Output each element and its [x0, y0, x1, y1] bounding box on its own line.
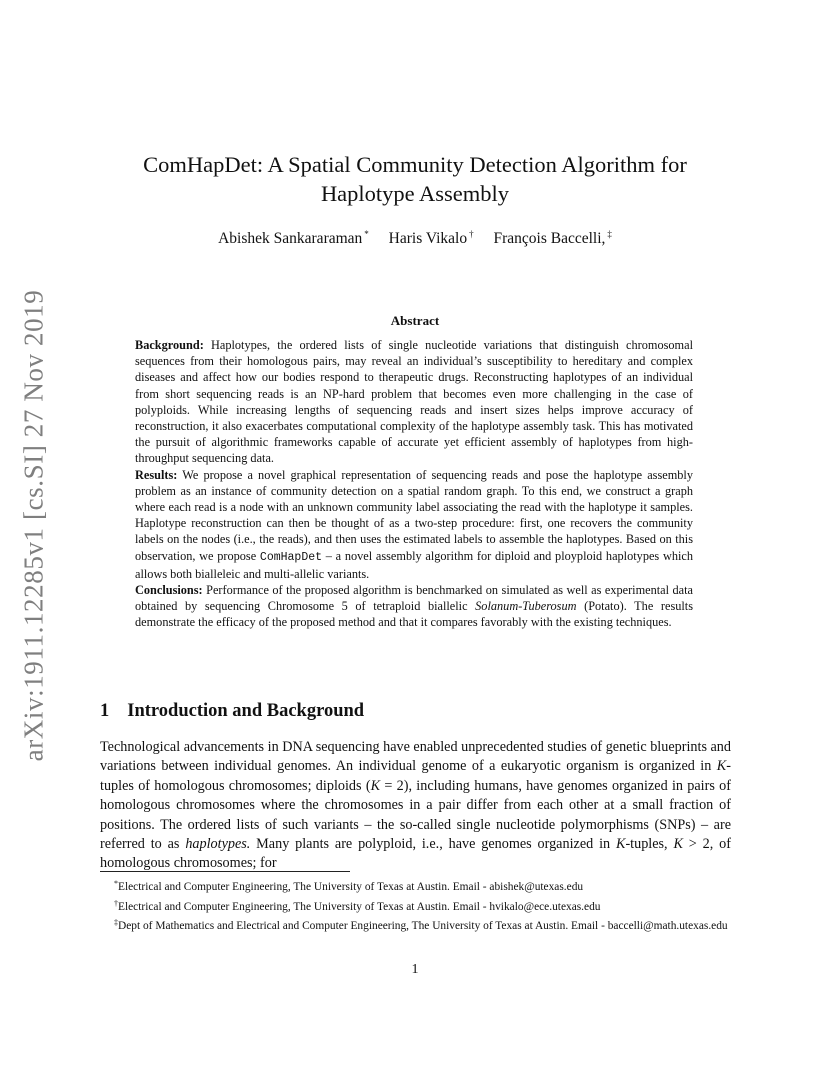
footnote-2-text: Electrical and Computer Engineering, The University of Texas at Austin. Email - hvikalo@ece.utexas.edu — [118, 900, 601, 913]
arxiv-identifier-text: arXiv:1911.12285v1 [cs.SI] 27 Nov 2019 — [18, 289, 49, 761]
footnote-3-mark: ‡ — [114, 918, 118, 927]
footnote-2-mark: † — [114, 898, 118, 908]
conclusions-text-1: Performance of the proposed algorithm is benchmarked on simulated as well as experimental data obtained by sequencing Chromosome 5 of tetraploid biallelic — [135, 583, 693, 614]
abstract-conclusions-paragraph — [135, 582, 693, 631]
author-3 — [493, 230, 611, 247]
abstract-body — [135, 337, 693, 631]
paper-title-line-1: ComHapDet: A Spatial Community Detection Algorithm for — [143, 152, 687, 177]
author-2 — [389, 230, 474, 247]
footnote-3 — [100, 915, 731, 935]
paper-title — [100, 150, 730, 208]
author-1 — [218, 230, 369, 247]
intro-text-1: Technological advancements in DNA sequencing have enabled unprecedented studies of genetic blueprints and variations between individual genomes. An individual genome of a eukaryotic organism is organized in — [100, 739, 731, 775]
author-3-name: François Baccelli, — [493, 230, 606, 247]
intro-text-3: = 2), including humans, have genomes organized in pairs of homologous chromosomes where the chromosomes in a pair differ from each other at a small fraction of positions. The ordered lists of such variants – the so-called single nucleotide polymorphisms (SNPs) – are referred to as — [100, 777, 731, 853]
intro-term-haplotypes: haplotypes. — [185, 836, 251, 853]
results-text-1: We propose a novel graphical representation of sequencing reads and pose the haplotype assembly problem as an instance of community detection on a spatial random graph. To this end, we construct a graph where each read is a node with an unknown community label associating the read with the haplotype it samples. Haplotype reconstruction can then be thought of as a two-step procedure: first, one recovers the community labels on the nodes (i.e., the reads), and then uses the estimated labels to assemble the haplotypes. Based on this observation, we propose — [135, 467, 693, 563]
footnotes — [100, 876, 731, 935]
intro-text-2: -tuples of homologous chromosomes; diploids ( — [100, 758, 731, 794]
page-number: 1 — [411, 962, 419, 977]
section-number: 1 — [100, 701, 110, 721]
author-1-name: Abishek Sankararaman — [218, 230, 363, 247]
intro-variable-k-2: K — [370, 777, 381, 794]
author-2-name: Haris Vikalo — [388, 230, 468, 247]
intro-text-4: Many plants are polyploid, i.e., have genomes organized in — [250, 836, 616, 853]
background-label: Background: — [135, 338, 204, 352]
introduction-paragraph — [100, 738, 731, 874]
footnote-1-text: Electrical and Computer Engineering, The University of Texas at Austin. Email - abishek@utexas.edu — [118, 881, 584, 893]
results-label: Results: — [135, 467, 178, 482]
paper-title-line-2: Haplotype Assembly — [320, 181, 510, 206]
algorithm-name: ComHapDet — [259, 550, 323, 564]
footnote-1-mark: * — [114, 879, 118, 888]
footnote-2 — [100, 896, 731, 916]
conclusions-label: Conclusions: — [135, 583, 203, 598]
footnote-divider — [100, 871, 350, 872]
results-text-2: – a novel assembly algorithm for diploid and ployploid haplotypes which allows both bialleleic and multi-allelic variants. — [135, 548, 693, 581]
conclusions-text-2: (Potato). The results demonstrate the efficacy of the proposed method and that it compares favorably with the existing techniques. — [135, 599, 693, 630]
background-text: Haplotypes, the ordered lists of single nucleotide variations that distinguish chromosomal sequences from their homologous pairs, may reveal an individual’s susceptibility to hereditary and complex diseases and affect how our bodies respond to therapeutic drugs. Reconstructing haplotypes of an individual from short sequencing reads is an NP-hard problem that becomes even more challenging in the case of polyploids. While increasing lengths of sequencing reads and insert sizes helps improve accuracy of reconstruction, it also exacerbates computational complexity of the haplotype assembly task. This has motivated the pursuit of algorithmic frameworks capable of accurate yet efficient assembly of haplotypes from high-throughput sequencing data. — [135, 338, 693, 466]
footnote-1 — [100, 876, 731, 896]
author-1-footnote-mark: * — [364, 229, 369, 239]
author-3-footnote-mark: ‡ — [607, 229, 612, 239]
author-2-footnote-mark: † — [469, 229, 474, 239]
abstract-background-paragraph — [135, 337, 693, 467]
author-list — [100, 229, 730, 248]
intro-variable-k-1: K — [716, 758, 727, 775]
species-name: Solanum-Tuberosum — [475, 599, 577, 614]
arxiv-identifier-stamp — [16, 289, 52, 761]
intro-variable-k-3: K — [615, 836, 626, 853]
intro-text-5: -tuples, — [625, 836, 674, 853]
intro-text-6: > 2, of homologous chromosomes; for — [100, 836, 731, 872]
abstract-heading: Abstract — [390, 313, 440, 328]
abstract-results-paragraph — [135, 467, 693, 582]
footnote-3-text: Dept of Mathematics and Electrical and Computer Engineering, The University of Texas at Austin. Email - baccelli@math.utexas.edu — [118, 920, 728, 932]
intro-variable-k-4: K — [673, 836, 683, 853]
section-title: Introduction and Background — [127, 701, 365, 721]
section-heading — [100, 701, 364, 722]
